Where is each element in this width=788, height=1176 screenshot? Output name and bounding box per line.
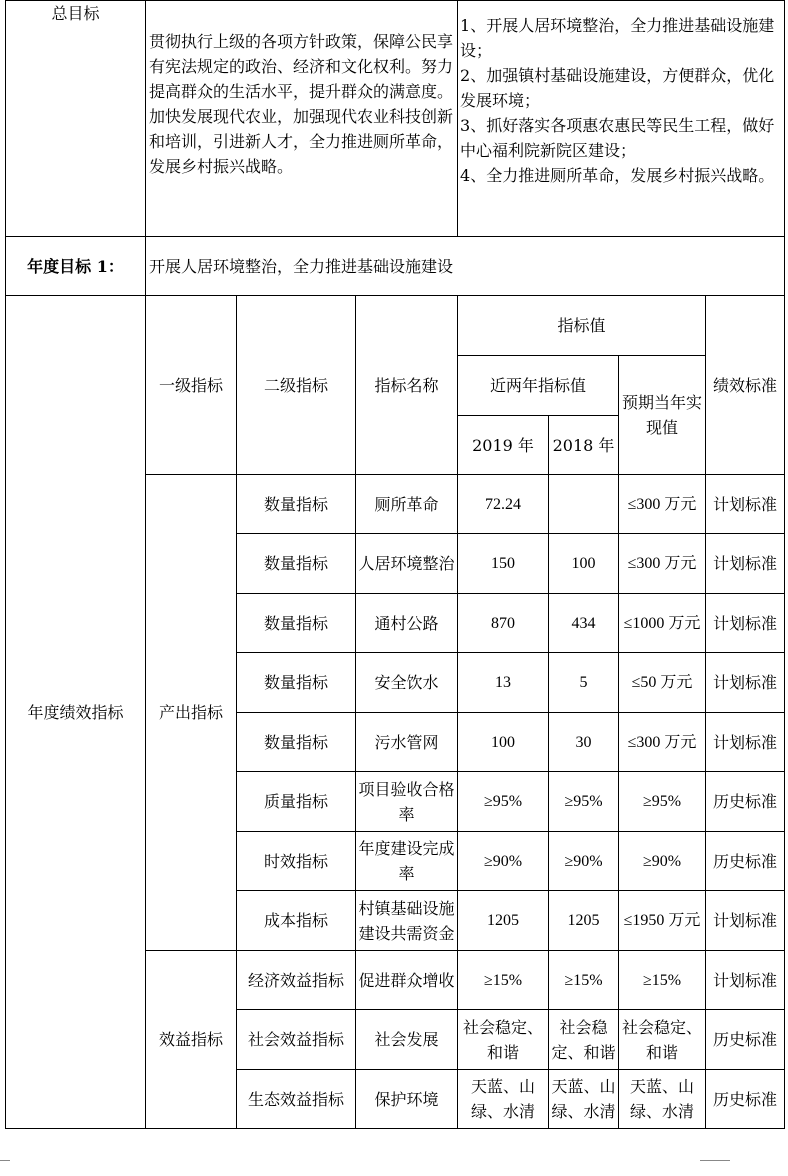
value-2018-cell — [549, 475, 619, 534]
name-cell: 通村公路 — [356, 594, 458, 653]
level2-cell: 数量指标 — [237, 713, 356, 772]
header-value: 指标值 — [458, 296, 706, 356]
name-cell: 人居环境整治 — [356, 534, 458, 594]
header-standard: 绩效标准 — [706, 296, 785, 475]
expected-cell: ≤1950 万元 — [619, 891, 706, 951]
header-recent: 近两年指标值 — [458, 356, 619, 416]
value-2018-cell: 434 — [549, 594, 619, 653]
group-benefit: 效益指标 — [146, 951, 237, 1129]
level2-cell: 数量指标 — [237, 653, 356, 713]
expected-cell: 天蓝、山绿、水清 — [619, 1070, 706, 1129]
name-cell: 促进群众增收 — [356, 951, 458, 1010]
header-level2: 二级指标 — [237, 296, 356, 475]
name-cell: 保护环境 — [356, 1070, 458, 1129]
level2-cell: 社会效益指标 — [237, 1010, 356, 1070]
level2-cell: 数量指标 — [237, 475, 356, 534]
value-2019-cell: 870 — [458, 594, 549, 653]
overall-goal-item: 2、加强镇村基础设施建设，方便群众，优化发展环境； — [460, 66, 775, 110]
page-corner-mark — [0, 1160, 10, 1161]
expected-cell: ≤50 万元 — [619, 653, 706, 713]
expected-cell: ≥95% — [619, 772, 706, 832]
level2-cell: 质量指标 — [237, 772, 356, 832]
value-2018-cell: 30 — [549, 713, 619, 772]
value-2019-cell: 天蓝、山绿、水清 — [458, 1070, 549, 1129]
expected-cell: ≤300 万元 — [619, 713, 706, 772]
header-2019: 2019 年 — [458, 416, 549, 475]
level2-cell: 生态效益指标 — [237, 1070, 356, 1129]
performance-table — [5, 0, 785, 1129]
value-2019-cell: 社会稳定、和谐 — [458, 1010, 549, 1070]
value-2019-cell: 72.24 — [458, 475, 549, 534]
value-2019-cell: 13 — [458, 653, 549, 713]
value-2018-cell: ≥95% — [549, 772, 619, 832]
level2-cell: 经济效益指标 — [237, 951, 356, 1010]
section-label: 年度绩效指标 — [6, 296, 146, 1129]
header-expected: 预期当年实现值 — [619, 356, 706, 475]
standard-cell: 计划标准 — [706, 713, 785, 772]
standard-cell: 历史标准 — [706, 772, 785, 832]
expected-cell: ≤300 万元 — [619, 475, 706, 534]
standard-cell: 计划标准 — [706, 891, 785, 951]
value-2018-cell: ≥15% — [549, 951, 619, 1010]
value-2019-cell: ≥95% — [458, 772, 549, 832]
value-2019-cell: 1205 — [458, 891, 549, 951]
overall-goal-item: 3、抓好落实各项惠农惠民等民生工程，做好中心福利院新院区建设； — [460, 116, 775, 160]
standard-cell: 历史标准 — [706, 832, 785, 891]
name-cell: 厕所革命 — [356, 475, 458, 534]
standard-cell: 历史标准 — [706, 1070, 785, 1129]
standard-cell: 计划标准 — [706, 534, 785, 594]
overall-goal-item: 4、全力推进厕所革命，发展乡村振兴战略。 — [460, 166, 775, 185]
standard-cell: 计划标准 — [706, 653, 785, 713]
header-name: 指标名称 — [356, 296, 458, 475]
value-2019-cell: ≥15% — [458, 951, 549, 1010]
name-cell: 项目验收合格率 — [356, 772, 458, 832]
expected-cell: ≥15% — [619, 951, 706, 1010]
name-cell: 村镇基础设施建设共需资金 — [356, 891, 458, 951]
value-2018-cell: ≥90% — [549, 832, 619, 891]
expected-cell: 社会稳定、和谐 — [619, 1010, 706, 1070]
annual-goal-text: 开展人居环境整治，全力推进基础设施建设 — [146, 237, 785, 296]
level2-cell: 时效指标 — [237, 832, 356, 891]
expected-cell: ≥90% — [619, 832, 706, 891]
name-cell: 安全饮水 — [356, 653, 458, 713]
value-2018-cell: 100 — [549, 534, 619, 594]
overall-goal-item: 1、开展人居环境整治，全力推进基础设施建设； — [460, 16, 775, 60]
overall-goal-text: 贯彻执行上级的各项方针政策，保障公民享有宪法规定的政治、经济和文化权利。努力提高群众的生活水平，提升群众的满意度。加快发展现代农业，加强现代农业科技创新和培训，引进新人才，全力推进厕所革命，发展乡村振兴战略。 — [146, 1, 458, 237]
value-2018-cell: 社会稳定、和谐 — [549, 1010, 619, 1070]
annual-goal-row — [6, 237, 785, 296]
name-cell: 污水管网 — [356, 713, 458, 772]
expected-cell: ≤1000 万元 — [619, 594, 706, 653]
level2-cell: 数量指标 — [237, 594, 356, 653]
header-level1: 一级指标 — [146, 296, 237, 475]
standard-cell: 计划标准 — [706, 475, 785, 534]
standard-cell: 历史标准 — [706, 1010, 785, 1070]
overall-goal-label: 总目标 — [6, 1, 146, 237]
value-2019-cell: ≥90% — [458, 832, 549, 891]
page-corner-mark — [700, 1160, 730, 1161]
value-2019-cell: 150 — [458, 534, 549, 594]
value-2019-cell: 100 — [458, 713, 549, 772]
standard-cell: 计划标准 — [706, 951, 785, 1010]
header-row-1 — [6, 296, 785, 356]
standard-cell: 计划标准 — [706, 594, 785, 653]
expected-cell: ≤300 万元 — [619, 534, 706, 594]
level2-cell: 数量指标 — [237, 534, 356, 594]
annual-goal-label: 年度目标 1： — [6, 237, 146, 296]
value-2018-cell: 1205 — [549, 891, 619, 951]
name-cell: 年度建设完成率 — [356, 832, 458, 891]
level2-cell: 成本指标 — [237, 891, 356, 951]
overall-goal-list — [458, 1, 785, 237]
group-output: 产出指标 — [146, 475, 237, 951]
name-cell: 社会发展 — [356, 1010, 458, 1070]
value-2018-cell: 5 — [549, 653, 619, 713]
value-2018-cell: 天蓝、山绿、水清 — [549, 1070, 619, 1129]
overall-goal-row — [6, 1, 785, 237]
header-2018: 2018 年 — [549, 416, 619, 475]
